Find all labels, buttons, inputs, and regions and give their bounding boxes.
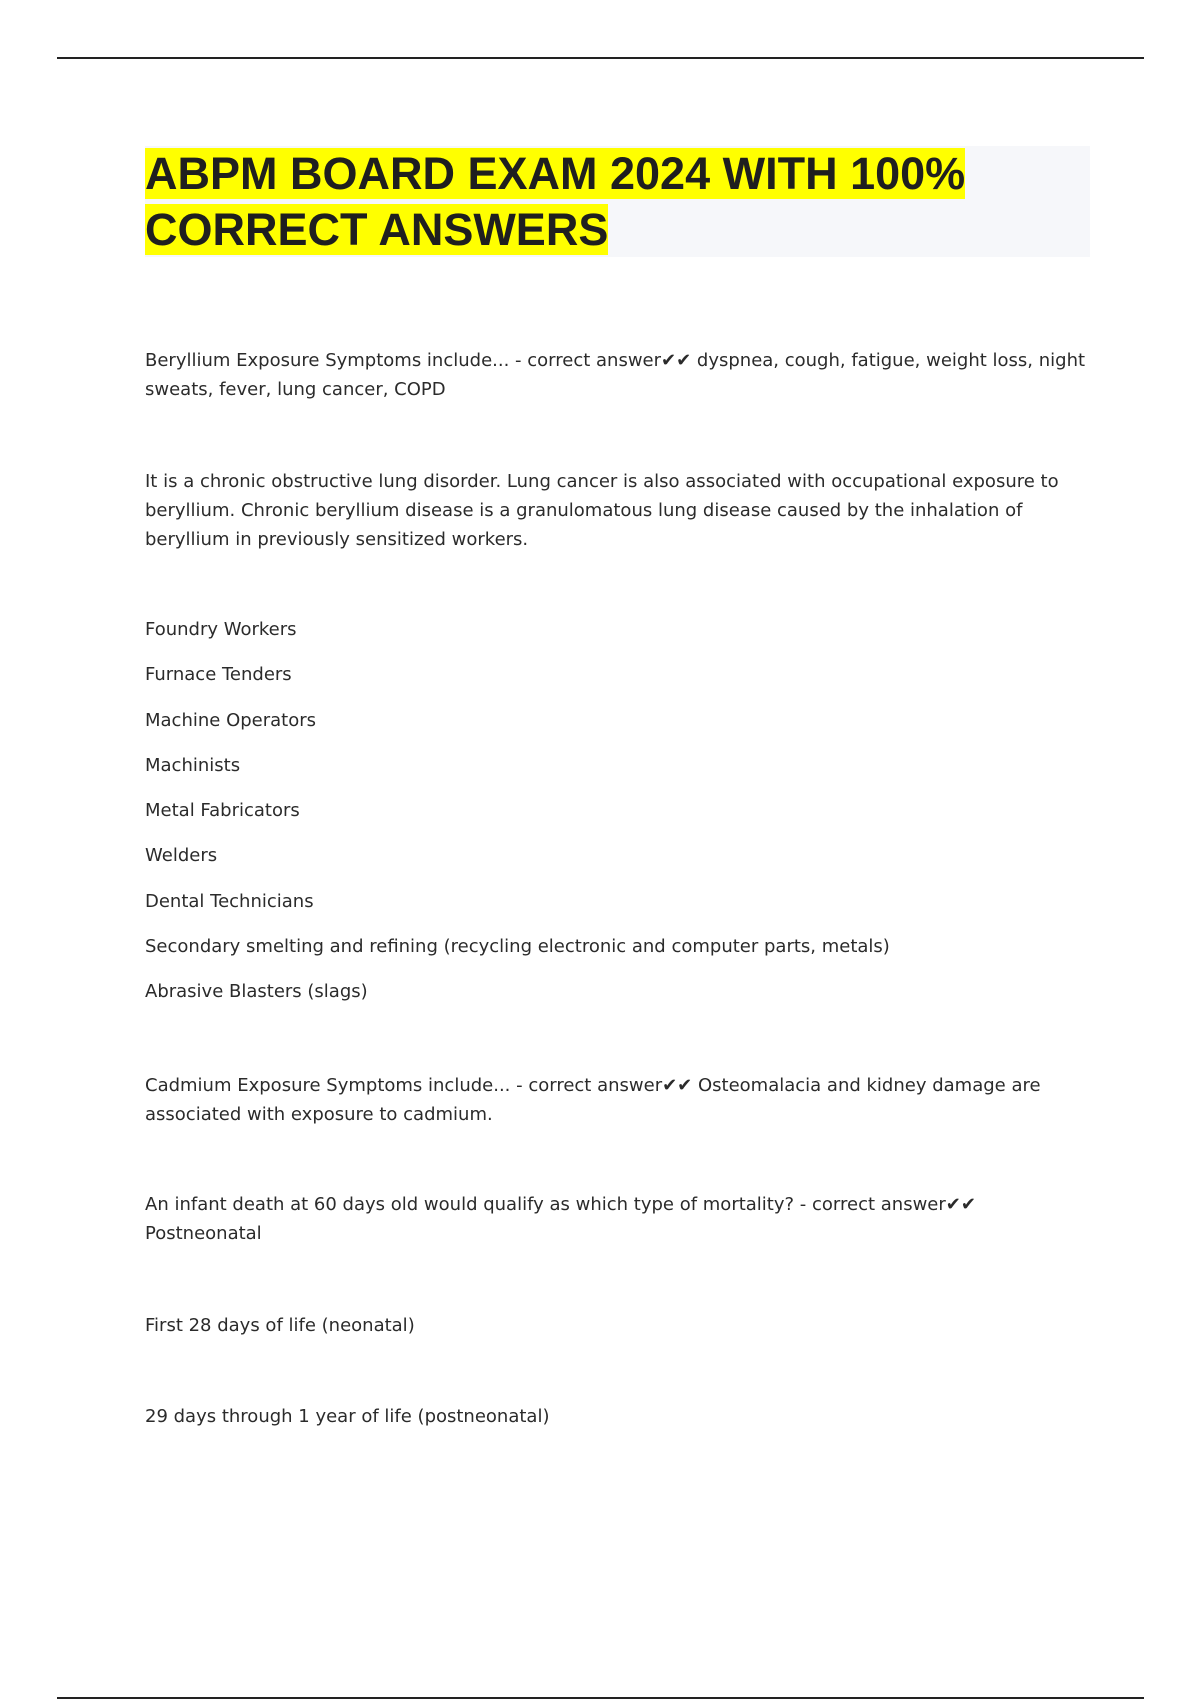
postneonatal-note: 29 days through 1 year of life (postneonatal) (145, 1406, 550, 1427)
infant-mortality-question: An infant death at 60 days old would qualify as which type of mortality? - correct answer✔✔ Postneonatal (145, 1194, 976, 1244)
occupation-list (145, 615, 1090, 1023)
neonatal-note: First 28 days of life (neonatal) (145, 1315, 415, 1336)
beryllium-explanation: It is a chronic obstructive lung disorder. Lung cancer is also associated with occupational exposure to beryllium. Chronic beryllium disease is a granulomatous lung disease caused by the inhalation of beryllium in previously sensitized workers. (145, 471, 1059, 550)
title-block (145, 146, 1090, 257)
page-title (145, 146, 1090, 258)
list-item: Machinists (145, 754, 241, 776)
list-item: Metal Fabricators (145, 800, 300, 822)
list-item: Dental Technicians (145, 890, 314, 912)
title-line-1: ABPM BOARD EXAM 2024 WITH 100% (145, 148, 966, 199)
header-rule (57, 57, 1144, 59)
cadmium-question: Cadmium Exposure Symptoms include... - correct answer✔✔ Osteomalacia and kidney damage are associated with exposure to cadmium. (145, 1075, 1041, 1125)
list-item: Machine Operators (145, 709, 317, 731)
list-item: Secondary smelting and refining (recycling electronic and computer parts, metals) (145, 936, 890, 958)
list-item: Foundry Workers (145, 619, 297, 640)
list-item: Welders (145, 845, 218, 867)
footer-rule (57, 1697, 1144, 1699)
list-item: Abrasive Blasters (slags) (145, 981, 368, 1003)
beryllium-question: Beryllium Exposure Symptoms include... - correct answer✔✔ dyspnea, cough, fatigue, weight loss, night sweats, fever, lung cancer, COPD (145, 350, 1086, 400)
title-line-2: CORRECT ANSWERS (145, 204, 609, 255)
list-item: Furnace Tenders (145, 664, 292, 686)
